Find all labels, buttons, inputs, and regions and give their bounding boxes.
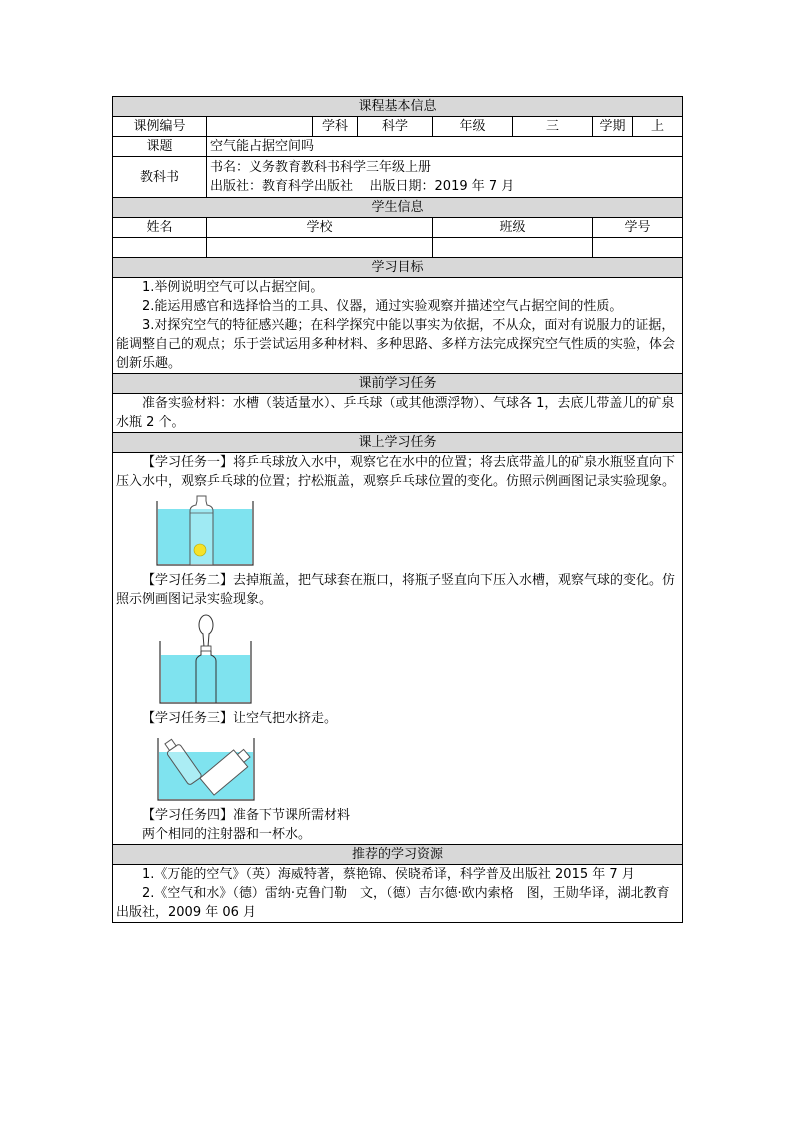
course-info-header: 课程基本信息 bbox=[113, 97, 683, 117]
objective-item: 3.对探究空气的特征感兴趣；在科学探究中能以事实为依据，不从众，面对有说服力的证据，能调整自己的观点；乐于尝试运用多种材料、多种思路、多样方法完成探究空气性质的实验，体会创新乐趣。 bbox=[116, 318, 676, 371]
ping-pong-ball-icon bbox=[194, 544, 206, 556]
objectives-content bbox=[113, 278, 683, 374]
lesson-plan-table bbox=[112, 96, 683, 923]
term-label: 学期 bbox=[593, 117, 633, 137]
in-class-content bbox=[113, 453, 683, 845]
class-col: 班级 bbox=[433, 218, 593, 238]
in-class-header: 课上学习任务 bbox=[113, 433, 683, 453]
resource-item: 1.《万能的空气》（英）海威特著，蔡艳锦、侯晓希译，科学普及出版社 2015 年 7 月 bbox=[142, 867, 635, 882]
grade-label: 年级 bbox=[433, 117, 513, 137]
name-col: 姓名 bbox=[113, 218, 207, 238]
school-field[interactable] bbox=[207, 238, 433, 258]
topic-label: 课题 bbox=[113, 137, 207, 157]
name-field[interactable] bbox=[113, 238, 207, 258]
task-two-figure bbox=[156, 613, 256, 705]
case-no-label: 课例编号 bbox=[113, 117, 207, 137]
task-three-figure bbox=[156, 732, 256, 802]
subject-value: 科学 bbox=[358, 117, 433, 137]
resources-header: 推荐的学习资源 bbox=[113, 845, 683, 865]
topic-value: 空气能占据空间吗 bbox=[207, 137, 683, 157]
student-no-col: 学号 bbox=[593, 218, 683, 238]
publisher-info: 出版社：教育科学出版社 出版日期：2019 年 7 月 bbox=[210, 179, 515, 194]
resource-item: 2.《空气和水》（德）雷纳·克鲁门勒 文，（德）吉尔德·欧内索格 图，王勋华译，湖北教育出版社，2009 年 06 月 bbox=[116, 886, 670, 920]
pre-class-content bbox=[113, 394, 683, 433]
task-two-text: 【学习任务二】去掉瓶盖，把气球套在瓶口，将瓶子竖直向下压入水槽，观察气球的变化。仿照示例画图记录实验现象。 bbox=[116, 573, 676, 607]
pre-class-header: 课前学习任务 bbox=[113, 374, 683, 394]
task-one-figure bbox=[156, 495, 256, 567]
task-four-detail: 两个相同的注射器和一杯水。 bbox=[142, 827, 312, 842]
textbook-value bbox=[207, 157, 683, 198]
task-four-text: 【学习任务四】准备下节课所需材料 bbox=[142, 808, 351, 823]
subject-label: 学科 bbox=[313, 117, 358, 137]
task-one-text: 【学习任务一】将乒乓球放入水中，观察它在水中的位置；将去底带盖儿的矿泉水瓶竖直向下压入水中，观察乒乓球的位置；拧松瓶盖，观察乒乓球位置的变化。仿照示例画图记录实验现象。 bbox=[116, 455, 676, 489]
student-no-field[interactable] bbox=[593, 238, 683, 258]
pre-class-text: 准备实验材料：水槽（装适量水）、乒乓球（或其他漂浮物）、气球各 1，去底儿带盖儿的矿泉水瓶 2 个。 bbox=[116, 396, 675, 430]
objectives-header: 学习目标 bbox=[113, 258, 683, 278]
textbook-label: 教科书 bbox=[113, 157, 207, 198]
grade-value: 三 bbox=[513, 117, 593, 137]
term-value: 上 bbox=[633, 117, 683, 137]
objective-item: 1.举例说明空气可以占据空间。 bbox=[142, 280, 324, 295]
task-three-text: 【学习任务三】让空气把水挤走。 bbox=[142, 711, 338, 726]
school-col: 学校 bbox=[207, 218, 433, 238]
case-no-value bbox=[207, 117, 313, 137]
balloon-icon bbox=[199, 615, 213, 651]
class-field[interactable] bbox=[433, 238, 593, 258]
book-name: 书名：义务教育教科书科学三年级上册 bbox=[210, 160, 432, 175]
objective-item: 2.能运用感官和选择恰当的工具、仪器，通过实验观察并描述空气占据空间的性质。 bbox=[142, 299, 623, 314]
resources-content bbox=[113, 865, 683, 923]
student-info-header: 学生信息 bbox=[113, 198, 683, 218]
